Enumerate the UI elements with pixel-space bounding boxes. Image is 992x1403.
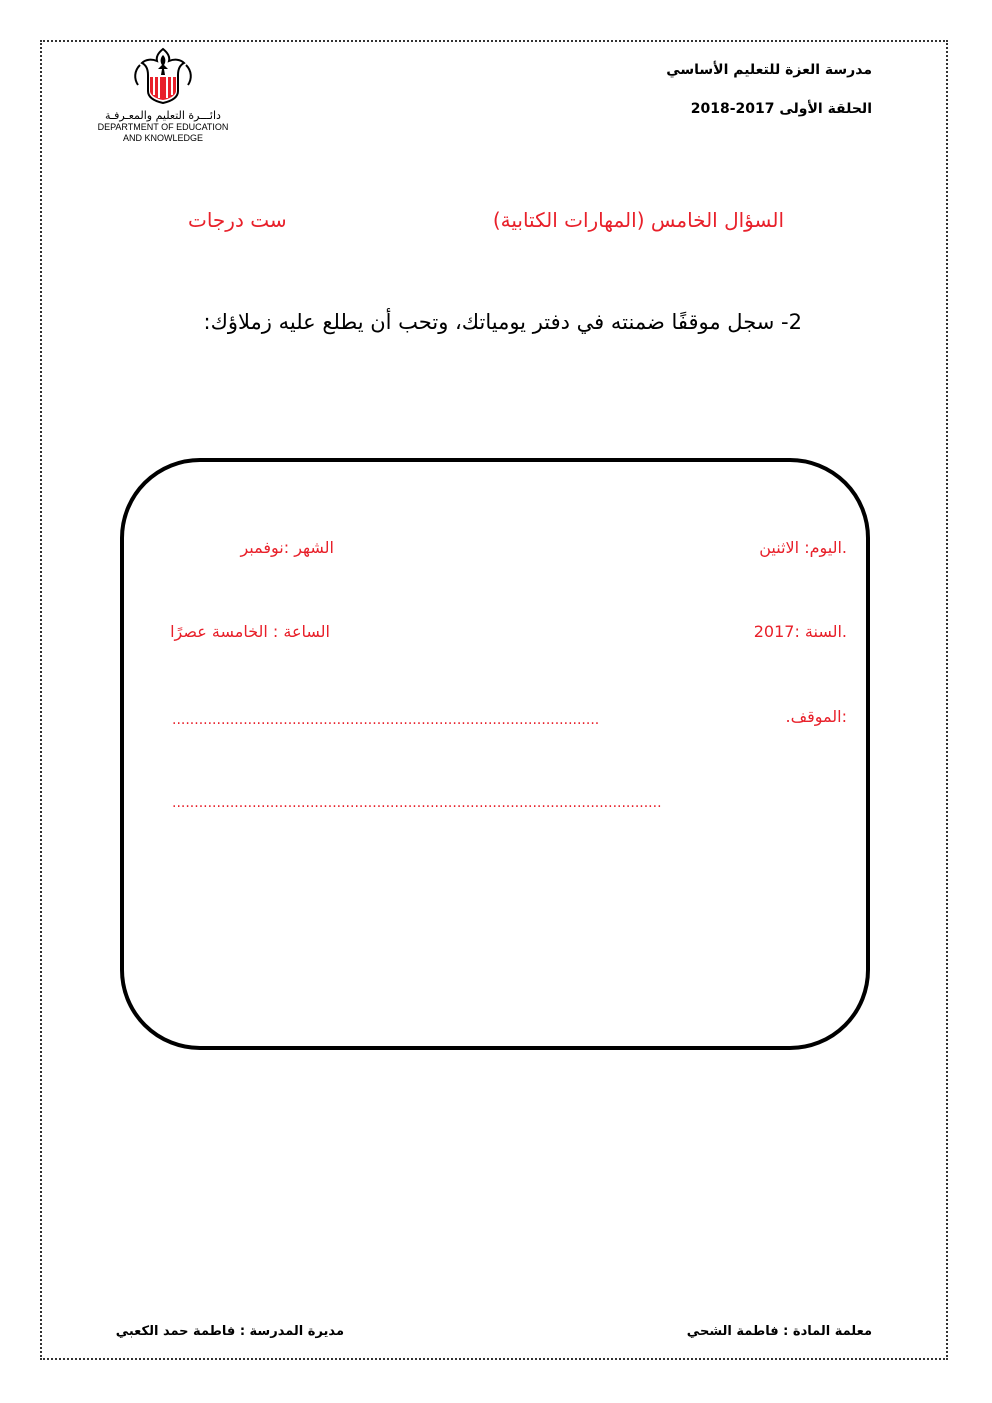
diary-day: .اليوم: الاثنين bbox=[759, 538, 847, 557]
diary-year: .السنة :2017 bbox=[753, 622, 847, 641]
question-title: السؤال الخامس (المهارات الكتابية) bbox=[492, 208, 784, 232]
logo-english-line2: AND KNOWLEDGE bbox=[122, 133, 203, 143]
falcon-emblem-icon bbox=[128, 45, 198, 107]
subject-teacher: معلمة المادة : فاطمة الشحي bbox=[686, 1324, 872, 1339]
school-principal: مديرة المدرسة : فاطمة حمد الكعبي bbox=[115, 1324, 344, 1339]
diary-situation-label: .الموقف: bbox=[785, 707, 847, 726]
logo-arabic-text: دائـــرة التعليم والمعـرفـة bbox=[105, 109, 221, 122]
logo-english-line1: DEPARTMENT OF EDUCATION bbox=[97, 122, 229, 132]
school-name: مدرسة العزة للتعليم الأساسي bbox=[666, 62, 872, 78]
question-points: ست درجات bbox=[188, 208, 287, 232]
diary-time: الساعة : الخامسة عصرًا bbox=[170, 622, 330, 641]
department-logo bbox=[93, 45, 233, 144]
writing-line-1: ................................................................................................ bbox=[172, 712, 600, 728]
question-instruction: 2- سجل موقفًا ضمنته في دفتر يومياتك، وتحب أن يطلع عليه زملاؤك: bbox=[203, 310, 802, 334]
diary-entry-box bbox=[120, 458, 870, 1050]
writing-line-2: .............................................................................................................. bbox=[172, 795, 662, 811]
school-cycle: الحلقة الأولى 2017-2018 bbox=[690, 101, 872, 117]
diary-month: الشهر :نوفمبر bbox=[240, 538, 334, 557]
